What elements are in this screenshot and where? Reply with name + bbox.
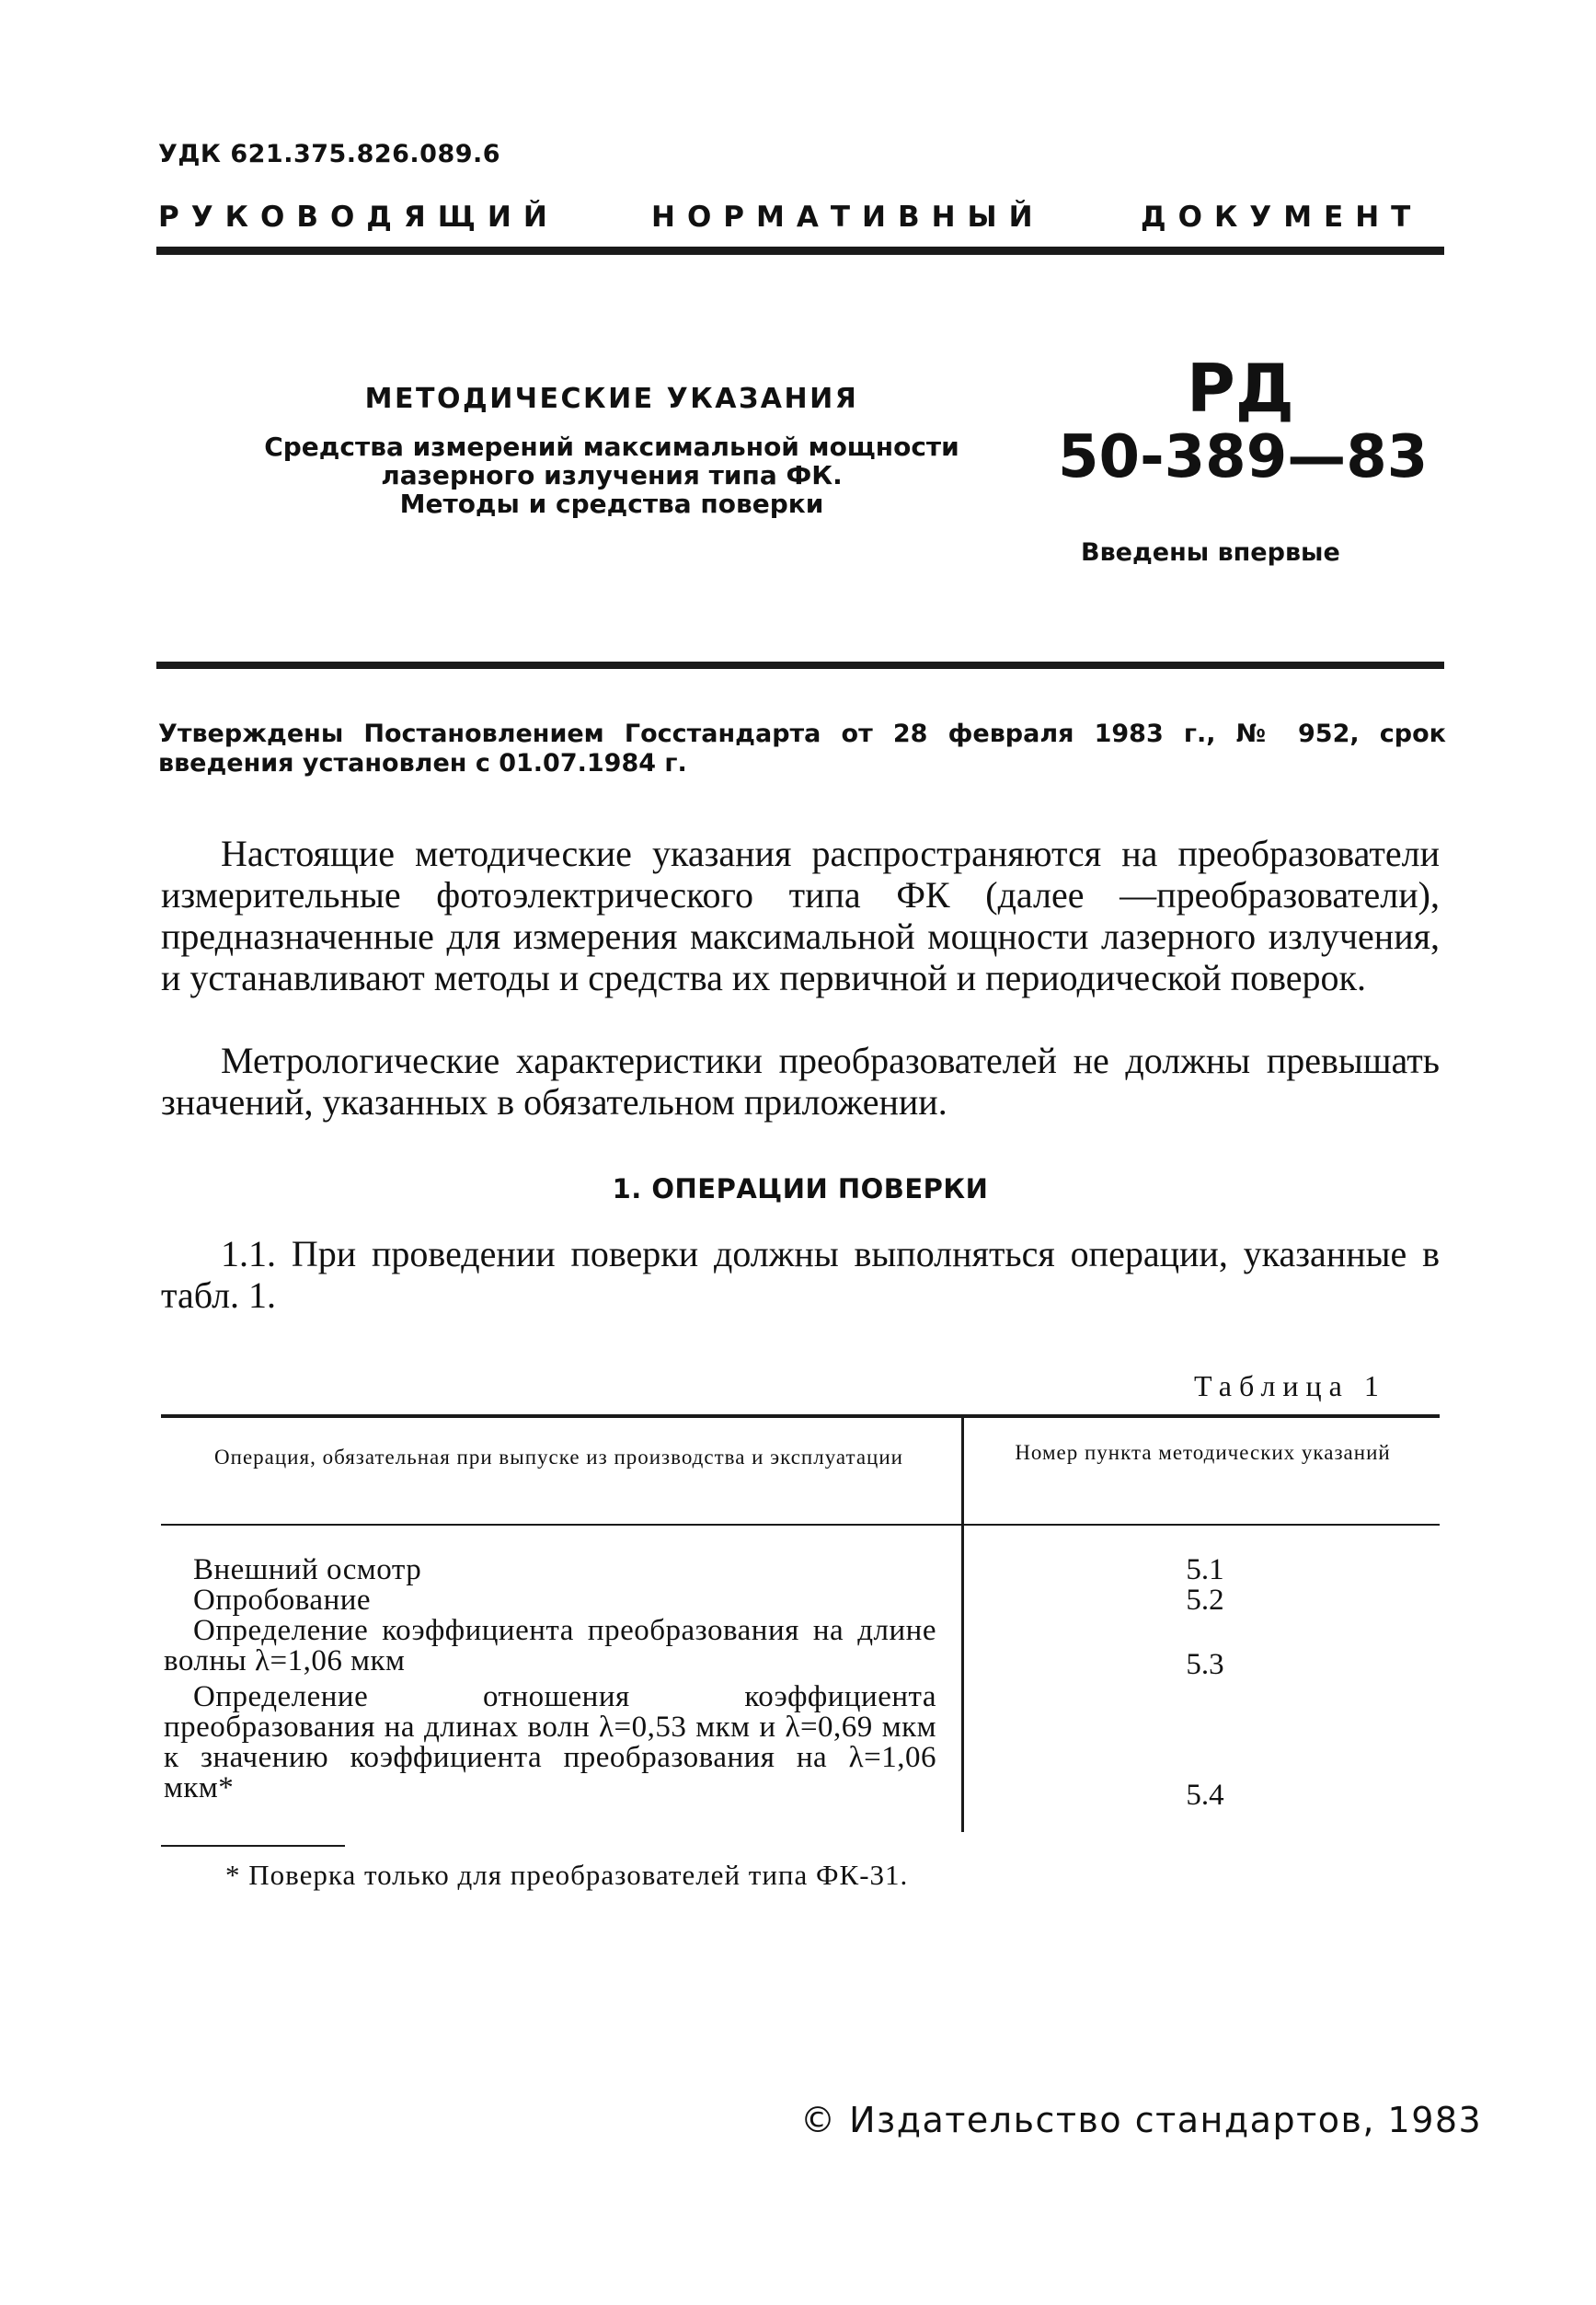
document-title: МЕТОДИЧЕСКИЕ УКАЗАНИЯ — [364, 383, 859, 415]
table-header-rule — [161, 1524, 1440, 1526]
udc-code: УДК 621.375.826.089.6 — [158, 140, 501, 168]
paragraph-operations: 1.1. При проведении поверки должны выполняться операции, указанные в табл. 1. — [161, 1233, 1440, 1316]
copyright-icon: © — [800, 2100, 837, 2140]
table-cell-operation: Определение коэффициента преобразования на длине волны λ=1,06 мкм — [164, 1614, 936, 1677]
table-cell-item: 5.1 — [1186, 1553, 1224, 1586]
intro-note: Введены впервые — [1081, 538, 1340, 567]
paragraph-scope: Настоящие методические указания распространяются на преобразователи измерительные фотоэлектрического типа ФК (далее —преобразователи), предназначенные для измерения максимальной мощности лазерного излучения, и устанавливают методы и средства их первичной и периодической поверок. — [161, 833, 1440, 998]
paragraph-metrology: Метрологические характеристики преобразователей не должны превышать значений, указанных в обязательном приложении. — [161, 1040, 1440, 1123]
table-cell-operation: Опробование — [193, 1584, 372, 1617]
title-rule — [156, 662, 1444, 669]
subtitle-line: Средства измерений максимальной мощности — [264, 432, 959, 462]
subtitle-line: лазерного излучения типа ФК. — [381, 460, 843, 490]
table-header-item: Номер пункта методических указаний — [1015, 1441, 1391, 1464]
table-cell-item: 5.3 — [1186, 1648, 1224, 1681]
copyright-text: Издательство стандартов, 1983 — [849, 2100, 1483, 2140]
table-cell-item: 5.4 — [1186, 1779, 1224, 1812]
table-cell-operation: Внешний осмотр — [193, 1553, 422, 1586]
table-header-operation: Операция, обязательная при выпуске из производства и эксплуатации — [214, 1446, 903, 1469]
header-word-document: ДОКУМЕНТ — [1141, 201, 1423, 234]
copyright-line — [800, 2100, 1482, 2140]
document-subtitle — [230, 432, 993, 518]
subtitle-line: Методы и средства поверки — [399, 489, 824, 519]
header-rule — [156, 247, 1444, 255]
footnote-rule — [161, 1845, 345, 1847]
table-column-divider — [961, 1414, 964, 1832]
section-heading: 1. ОПЕРАЦИИ ПОВЕРКИ — [612, 1173, 989, 1204]
header-word-guiding: РУКОВОДЯЩИЙ — [158, 201, 559, 234]
table-cell-operation: Определение отношения коэффициента преобразования на длинах волн λ=0,53 мкм и λ=0,69 мкм к значению коэффициента преобразования на λ=1,06 мкм* — [164, 1680, 936, 1804]
approval-statement: Утверждены Постановлением Госстандарта от 28 февраля 1983 г., № 952, срок введения установлен с 01.07.1984 г. — [158, 720, 1446, 778]
rd-number: 50-389—83 — [1058, 423, 1429, 491]
table-caption: Таблица 1 — [1194, 1369, 1386, 1402]
header-word-normative: НОРМАТИВНЫЙ — [651, 201, 1045, 234]
rd-label: РД — [1187, 350, 1294, 427]
table-cell-item: 5.2 — [1186, 1584, 1224, 1617]
table-footnote: * Поверка только для преобразователей типа ФК-31. — [225, 1859, 909, 1891]
table-top-rule — [161, 1414, 1440, 1418]
